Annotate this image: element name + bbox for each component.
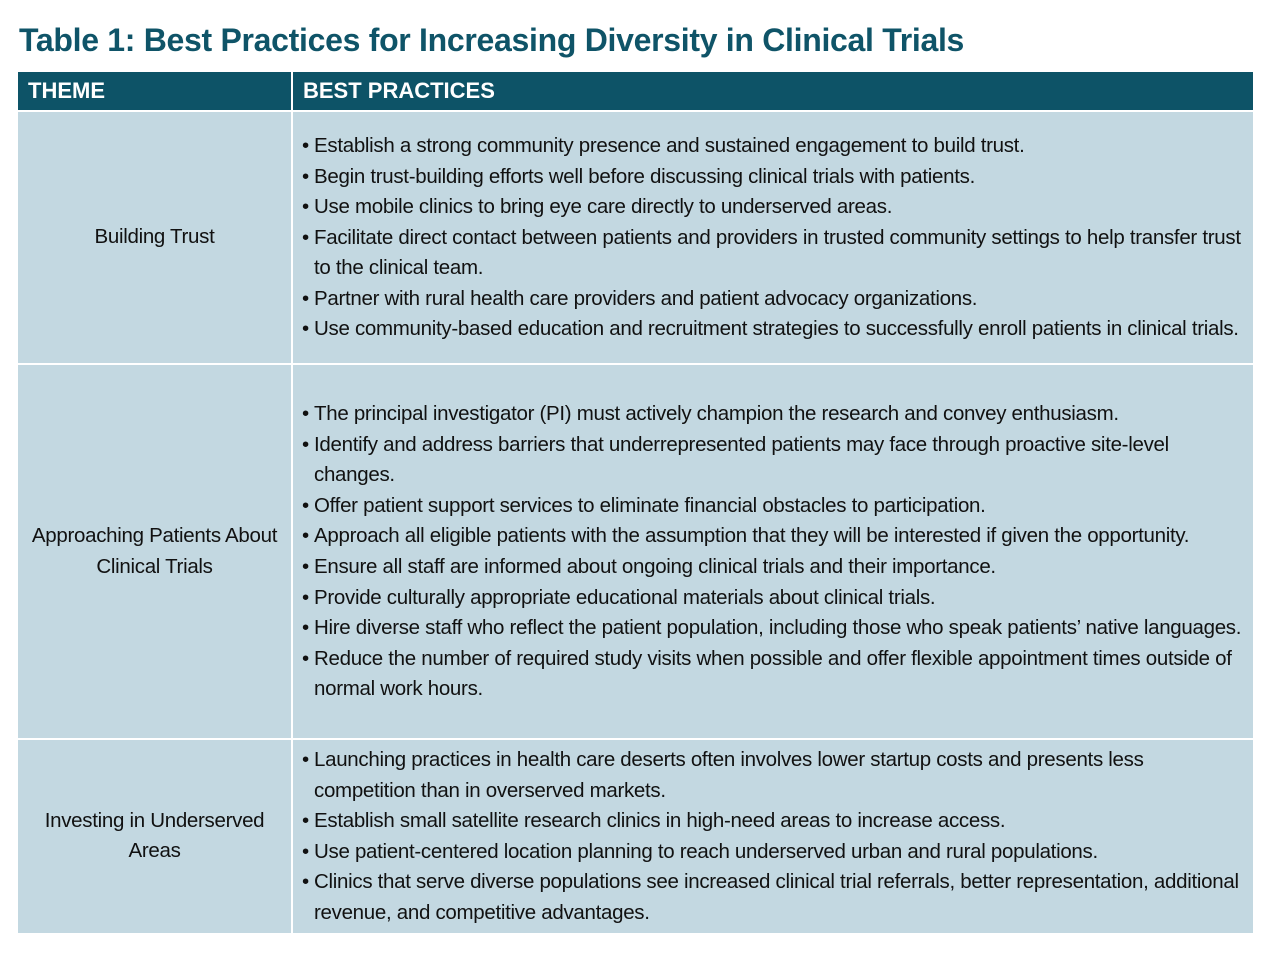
practice-item: • Use mobile clinics to bring eye care directly to underserved areas. [302,192,1243,223]
practice-item: • Begin trust-building efforts well before discussing clinical trials with patients. [302,162,1243,193]
table-row [18,739,1253,933]
practice-list [302,131,1243,345]
table-title: Table 1: Best Practices for Increasing Diversity in Clinical Trials [19,22,965,58]
practices-cell [292,111,1253,364]
practice-item: • Approach all eligible patients with the assumption that they will be interested if given the opportunity. [302,521,1243,552]
practice-item: • Establish a strong community presence and sustained engagement to build trust. [302,131,1243,162]
best-practices-table [18,72,1253,933]
theme-cell: Building Trust [18,111,292,364]
practice-item: • Hire diverse staff who reflect the patient population, including those who speak patients’ native languages. [302,613,1243,644]
theme-cell: Investing in Underserved Areas [18,739,292,933]
practice-item: • Partner with rural health care providers and patient advocacy organizations. [302,284,1243,315]
practice-item: • Reduce the number of required study visits when possible and offer flexible appointment times outside of normal work hours. [302,644,1243,705]
practice-item: • Provide culturally appropriate educational materials about clinical trials. [302,583,1243,614]
theme-cell: Approaching Patients About Clinical Trials [18,364,292,739]
practice-item: • Establish small satellite research clinics in high-need areas to increase access. [302,806,1243,837]
practice-list [302,745,1243,929]
practices-cell [292,364,1253,739]
practice-item: • Use patient-centered location planning to reach underserved urban and rural populations. [302,837,1243,868]
practice-item: • Ensure all staff are informed about ongoing clinical trials and their importance. [302,552,1243,583]
practice-item: • The principal investigator (PI) must actively champion the research and convey enthusiasm. [302,399,1243,430]
practice-item: • Launching practices in health care deserts often involves lower startup costs and presents less competition than in overserved markets. [302,745,1243,806]
practice-item: • Clinics that serve diverse populations see increased clinical trial referrals, better representation, additional revenue, and competitive advantages. [302,867,1243,928]
column-header-theme: THEME [18,72,292,111]
practice-item: • Facilitate direct contact between patients and providers in trusted community settings to help transfer trust to the clinical team. [302,223,1243,284]
practice-item: • Offer patient support services to eliminate financial obstacles to participation. [302,491,1243,522]
practices-cell [292,739,1253,933]
practice-list [302,399,1243,705]
table-row [18,111,1253,364]
practice-item: • Identify and address barriers that underrepresented patients may face through proactive site-level changes. [302,430,1243,491]
header-row [18,72,1253,111]
table-row [18,364,1253,739]
practice-item: • Use community-based education and recruitment strategies to successfully enroll patients in clinical trials. [302,314,1243,345]
column-header-practices: BEST PRACTICES [292,72,1253,111]
